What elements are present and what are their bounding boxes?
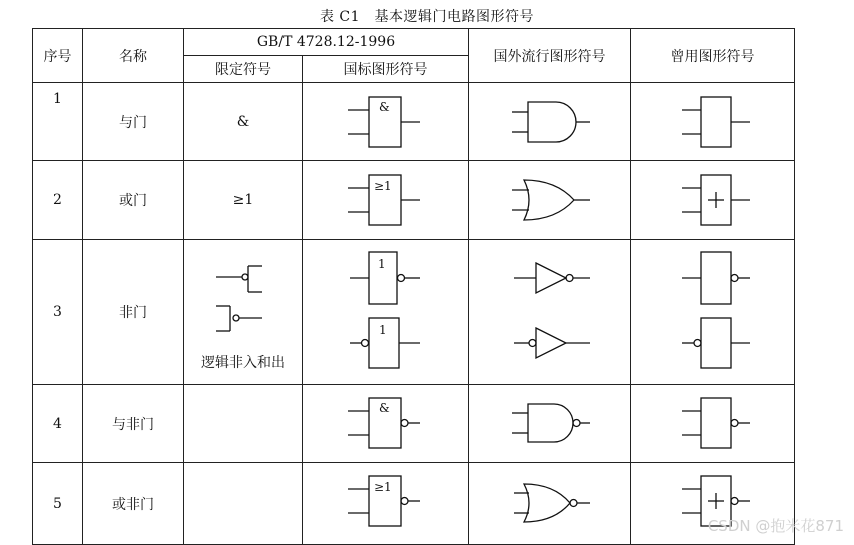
header-foreign: 国外流行图形符号 xyxy=(469,29,631,83)
row-name: 与门 xyxy=(83,83,184,161)
table-caption: 表 C1 基本逻辑门电路图形符号 xyxy=(319,9,535,25)
not-gate-national-input-icon xyxy=(350,318,420,368)
row-name: 非门 xyxy=(83,240,184,385)
or-gate-former-icon xyxy=(682,175,750,225)
header-seq: 序号 xyxy=(33,29,83,83)
header-name: 名称 xyxy=(83,29,184,83)
not-gate-distinctive-input-icon xyxy=(514,328,590,358)
svg-text:≥1: ≥1 xyxy=(374,480,392,494)
watermark: CSDN @抱米花871 xyxy=(707,517,844,535)
svg-text:1: 1 xyxy=(378,257,386,271)
row-name: 或非门 xyxy=(83,463,184,545)
row-name: 或门 xyxy=(83,161,184,240)
row-qualifier: ≥1 xyxy=(184,161,303,240)
row-seq: 2 xyxy=(33,161,83,240)
nand-gate-national-icon xyxy=(348,398,420,448)
and-gate-distinctive-icon xyxy=(512,102,590,142)
or-gate-national-icon xyxy=(348,175,420,225)
header-former: 曾用图形符号 xyxy=(631,29,795,83)
nor-gate-distinctive-icon xyxy=(514,484,590,522)
row-seq: 1 xyxy=(33,83,83,161)
not-gate-former-output-icon xyxy=(682,252,750,304)
header-qualifier: 限定符号 xyxy=(184,56,303,83)
svg-text:≥1: ≥1 xyxy=(374,179,392,193)
or-gate-distinctive-icon xyxy=(512,180,590,220)
row-qualifier: & xyxy=(184,83,303,161)
svg-text:1: 1 xyxy=(379,323,387,337)
row-seq: 4 xyxy=(33,385,83,463)
logic-negation-output-icon xyxy=(216,266,262,292)
and-gate-former-icon xyxy=(682,97,750,147)
not-gate-distinctive-output-icon xyxy=(514,263,590,293)
and-gate-national-icon xyxy=(348,97,420,147)
svg-text:&: & xyxy=(379,100,390,114)
not-gate-national-output-icon xyxy=(350,252,420,304)
svg-text:&: & xyxy=(379,401,390,415)
row-name: 与非门 xyxy=(83,385,184,463)
logic-negation-input-icon xyxy=(216,306,262,331)
header-national: 国标图形符号 xyxy=(303,56,469,83)
nor-gate-national-icon xyxy=(348,476,420,526)
row-seq: 3 xyxy=(33,240,83,385)
header-standard: GB/T 4728.12-1996 xyxy=(184,29,469,56)
nand-gate-former-icon xyxy=(682,398,750,448)
not-gate-former-input-icon xyxy=(682,318,750,368)
row-seq: 5 xyxy=(33,463,83,545)
nand-gate-distinctive-icon xyxy=(512,404,590,442)
row-qualifier-note: 逻辑非入和出 xyxy=(201,355,285,371)
